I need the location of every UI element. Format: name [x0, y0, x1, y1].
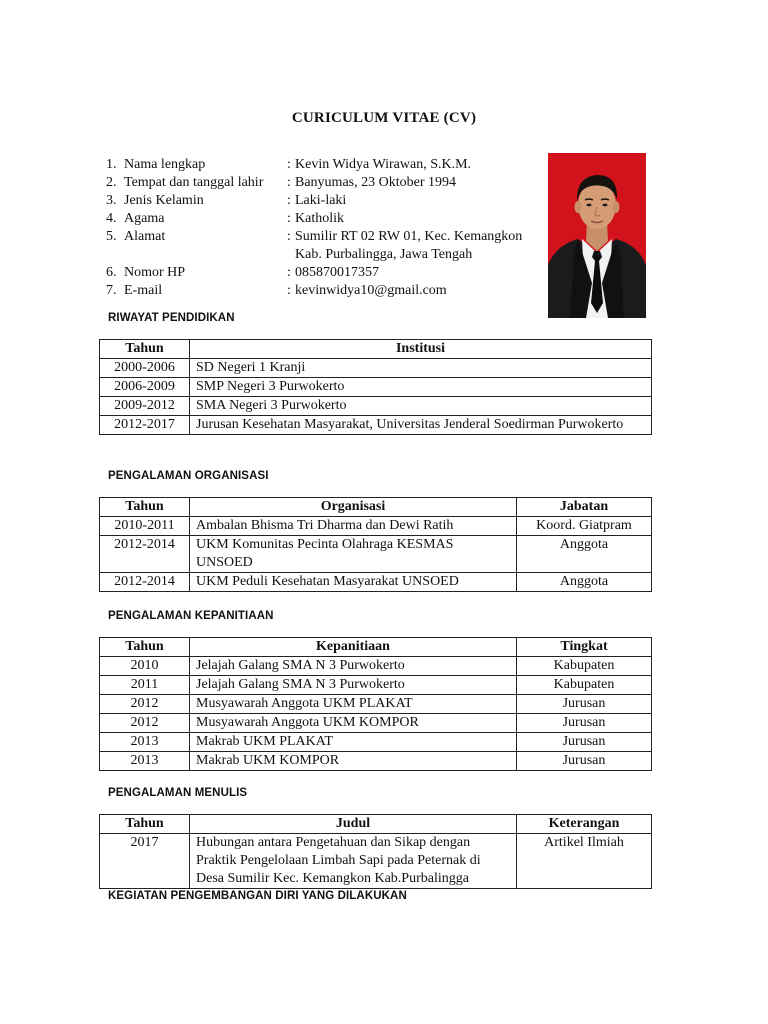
table-row: [100, 397, 652, 416]
column-header: Keterangan: [517, 815, 652, 834]
cell-judul: Hubungan antara Pengetahuan dan Sikap dengan Praktik Pengelolaan Limbah Sapi pada Peternak di Desa Sumilir Kec. Kemangkon Kab.Purbalingga: [190, 834, 517, 889]
bio-label: Nomor HP: [124, 265, 186, 280]
cell-tingkat: Jurusan: [517, 695, 652, 714]
cell-keterangan: Artikel Ilmiah: [517, 834, 652, 889]
table-row: [100, 752, 652, 771]
column-header: Judul: [190, 815, 517, 834]
cell-organisasi: UKM Peduli Kesehatan Masyarakat UNSOED: [190, 573, 517, 592]
table-row: [100, 359, 652, 378]
cell-year: 2012-2014: [100, 573, 190, 592]
bio-row-birth: [106, 174, 546, 192]
cell-year: 2012: [100, 695, 190, 714]
cell-year: 2011: [100, 676, 190, 695]
column-header: Kepanitiaan: [190, 638, 517, 657]
cell-year: 2006-2009: [100, 378, 190, 397]
section-heading-menulis: PENGALAMAN MENULIS: [108, 787, 248, 799]
column-header: Tahun: [100, 498, 190, 517]
column-header: Tahun: [100, 815, 190, 834]
column-header: Tingkat: [517, 638, 652, 657]
cell-jabatan: Koord. Giatpram: [517, 517, 652, 536]
cell-kepanitiaan: Musyawarah Anggota UKM KOMPOR: [190, 714, 517, 733]
table-row: [100, 733, 652, 752]
bio-number: 2.: [106, 175, 117, 190]
cell-tingkat: Jurusan: [517, 714, 652, 733]
bio-value: 085870017357: [295, 265, 379, 280]
cell-year: 2009-2012: [100, 397, 190, 416]
bio-number: 7.: [106, 283, 117, 298]
cell-jabatan: Anggota: [517, 536, 652, 573]
bio-value: Laki-laki: [295, 193, 347, 208]
bio-label: E-mail: [124, 283, 163, 298]
cell-kepanitiaan: Musyawarah Anggota UKM PLAKAT: [190, 695, 517, 714]
cell-kepanitiaan: Makrab UKM KOMPOR: [190, 752, 517, 771]
table-organisasi: [99, 497, 652, 592]
table-row: [100, 378, 652, 397]
bio-value: kevinwidya10@gmail.com: [295, 283, 447, 298]
table-header-row: [100, 498, 652, 517]
bio-colon: :: [287, 193, 291, 208]
cell-institusi: SD Negeri 1 Kranji: [190, 359, 652, 378]
bio-number: 4.: [106, 211, 117, 226]
bio-colon: :: [287, 157, 291, 172]
bio-row-email: [106, 282, 546, 300]
bio-number: 3.: [106, 193, 117, 208]
cell-kepanitiaan: Makrab UKM PLAKAT: [190, 733, 517, 752]
bio-colon: :: [287, 211, 291, 226]
section-heading-pendidikan: RIWAYAT PENDIDIKAN: [108, 312, 235, 324]
column-header: Tahun: [100, 638, 190, 657]
bio-label: Alamat: [124, 229, 166, 244]
column-header: Jabatan: [517, 498, 652, 517]
table-header-row: [100, 638, 652, 657]
table-row: [100, 676, 652, 695]
biodata-list: [106, 156, 546, 300]
section-heading-pengembangan: KEGIATAN PENGEMBANGAN DIRI YANG DILAKUKAN: [108, 890, 407, 902]
cell-year: 2012-2014: [100, 536, 190, 573]
table-kepanitiaan: [99, 637, 652, 771]
table-pendidikan: [99, 339, 652, 435]
bio-colon: :: [287, 229, 291, 244]
cell-tingkat: Jurusan: [517, 752, 652, 771]
column-header: Institusi: [190, 340, 652, 359]
cell-jabatan: Anggota: [517, 573, 652, 592]
cell-kepanitiaan: Jelajah Galang SMA N 3 Purwokerto: [190, 657, 517, 676]
bio-row-gender: [106, 192, 546, 210]
table-row: [100, 573, 652, 592]
bio-row-name: [106, 156, 546, 174]
bio-label: Jenis Kelamin: [124, 193, 204, 208]
bio-value: Kevin Widya Wirawan, S.K.M.: [295, 157, 472, 172]
portrait-illustration: [548, 153, 646, 318]
document-title: CURICULUM VITAE (CV): [291, 110, 477, 126]
bio-number: 6.: [106, 265, 117, 280]
cell-year: 2010-2011: [100, 517, 190, 536]
bio-row-address: [106, 228, 546, 264]
section-heading-kepanitiaan: PENGALAMAN KEPANITIAAN: [108, 610, 274, 622]
bio-colon: :: [287, 265, 291, 280]
cell-year: 2012: [100, 714, 190, 733]
cell-year: 2013: [100, 752, 190, 771]
cell-institusi: SMA Negeri 3 Purwokerto: [190, 397, 652, 416]
bio-number: 1.: [106, 157, 117, 172]
column-header: Tahun: [100, 340, 190, 359]
cell-kepanitiaan: Jelajah Galang SMA N 3 Purwokerto: [190, 676, 517, 695]
bio-value: Katholik: [295, 211, 344, 226]
cell-year: 2012-2017: [100, 416, 190, 435]
bio-label: Agama: [124, 211, 165, 226]
cell-organisasi: UKM Komunitas Pecinta Olahraga KESMAS UNSOED: [190, 536, 517, 573]
bio-number: 5.: [106, 229, 117, 244]
table-row: [100, 517, 652, 536]
bio-label: Nama lengkap: [124, 157, 206, 172]
column-header: Organisasi: [190, 498, 517, 517]
bio-row-phone: [106, 264, 546, 282]
cell-institusi: Jurusan Kesehatan Masyarakat, Universitas Jenderal Soedirman Purwokerto: [190, 416, 652, 435]
cell-year: 2013: [100, 733, 190, 752]
cell-tingkat: Jurusan: [517, 733, 652, 752]
table-row: [100, 657, 652, 676]
portrait-photo: [548, 153, 646, 318]
bio-row-religion: [106, 210, 546, 228]
cell-tingkat: Kabupaten: [517, 676, 652, 695]
cell-tingkat: Kabupaten: [517, 657, 652, 676]
bio-colon: :: [287, 175, 291, 190]
section-heading-organisasi: PENGALAMAN ORGANISASI: [108, 470, 269, 482]
table-row: [100, 714, 652, 733]
table-menulis: [99, 814, 652, 889]
table-row: [100, 416, 652, 435]
bio-value: Sumilir RT 02 RW 01, Kec. Kemangkon Kab. Purbalingga, Jawa Tengah: [295, 229, 523, 262]
cell-year: 2017: [100, 834, 190, 889]
table-row: [100, 536, 652, 573]
bio-label: Tempat dan tanggal lahir: [124, 175, 264, 190]
table-header-row: [100, 340, 652, 359]
cell-year: 2000-2006: [100, 359, 190, 378]
cell-year: 2010: [100, 657, 190, 676]
cell-institusi: SMP Negeri 3 Purwokerto: [190, 378, 652, 397]
cell-organisasi: Ambalan Bhisma Tri Dharma dan Dewi Ratih: [190, 517, 517, 536]
table-header-row: [100, 815, 652, 834]
bio-value: Banyumas, 23 Oktober 1994: [295, 175, 456, 190]
table-row: [100, 695, 652, 714]
bio-colon: :: [287, 283, 291, 298]
table-row: [100, 834, 652, 889]
